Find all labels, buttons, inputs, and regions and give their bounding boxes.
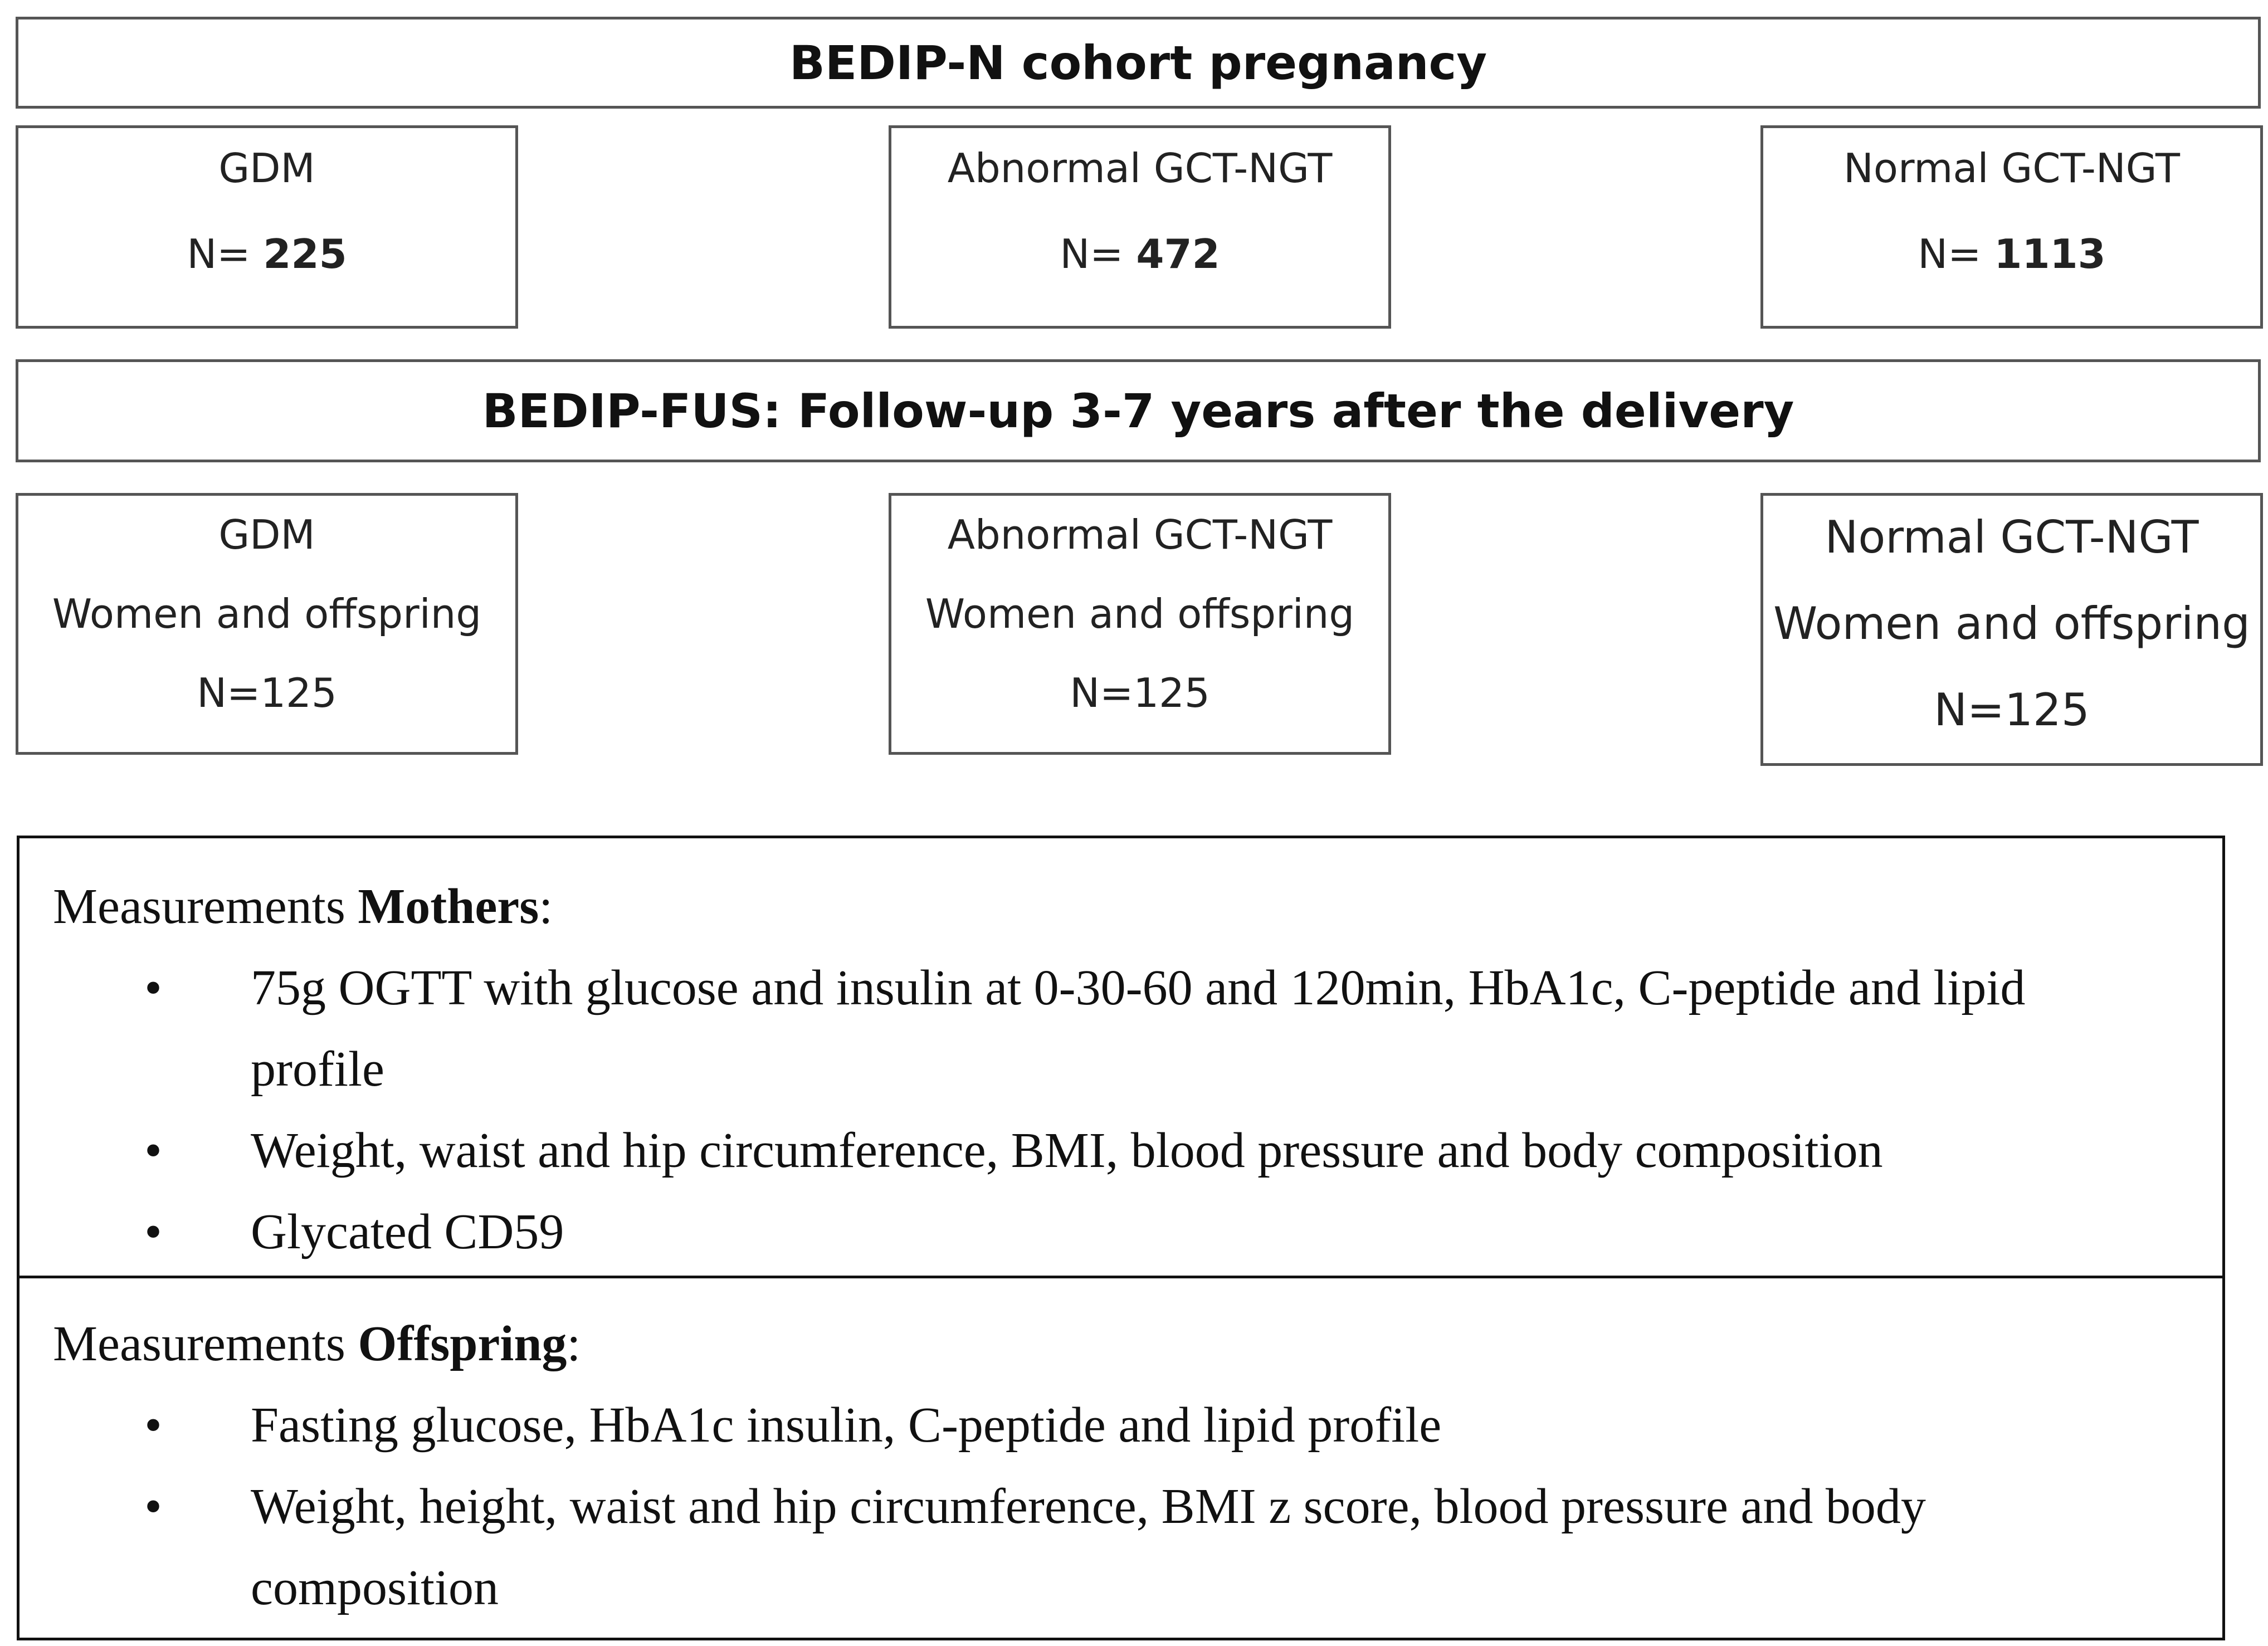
cohort-group-abnormal-gct-ngt <box>889 125 1391 329</box>
cohort-group-count: N= 225 <box>187 231 347 277</box>
bullet-icon: • <box>144 1479 162 1534</box>
followup-group-subtitle: Women and offspring <box>52 590 482 637</box>
measurements-offspring-list <box>53 1385 2222 1629</box>
followup-group-gdm <box>16 493 518 755</box>
cohort-group-name: GDM <box>218 145 315 192</box>
cohort-title: BEDIP-N cohort pregnancy <box>789 35 1487 90</box>
measurements-mothers-list <box>53 947 2222 1273</box>
measurements-offspring-heading: Measurements Offspring: <box>53 1316 581 1371</box>
list-item: • Glycated CD59 <box>53 1191 2222 1273</box>
measurements-mothers <box>19 838 2222 1276</box>
measurements-box <box>17 836 2225 1640</box>
list-item: • Weight, waist and hip circumference, BMI, blood pressure and body composition <box>53 1110 2222 1191</box>
cohort-group-normal-gct-ngt <box>1760 125 2263 329</box>
cohort-group-count-value: 1113 <box>1994 231 2106 277</box>
followup-group-subtitle: Women and offspring <box>925 590 1355 637</box>
bullet-icon: • <box>144 960 162 1015</box>
followup-group-count: N=125 <box>1070 670 1210 716</box>
followup-title-box <box>16 359 2261 462</box>
cohort-group-count: N= 1113 <box>1918 231 2106 277</box>
bullet-icon: • <box>144 1204 162 1259</box>
followup-group-abnormal-gct-ngt <box>889 493 1391 755</box>
cohort-title-box <box>16 17 2261 109</box>
list-item: • 75g OGTT with glucose and insulin at 0-30-60 and 120min, HbA1c, C-peptide and lipid profile <box>53 947 2222 1110</box>
list-item: • Fasting glucose, HbA1c insulin, C-peptide and lipid profile <box>53 1385 2222 1466</box>
measurements-mothers-subject: Mothers <box>358 879 539 934</box>
cohort-group-count: N= 472 <box>1060 231 1220 277</box>
list-item: • Weight, height, waist and hip circumference, BMI z score, blood pressure and body composition <box>53 1466 2222 1629</box>
measurements-mothers-heading: Measurements Mothers: <box>53 879 553 934</box>
followup-group-subtitle: Women and offspring <box>1773 598 2250 649</box>
bullet-icon: • <box>144 1123 162 1178</box>
cohort-group-name: Normal GCT-NGT <box>1843 145 2180 192</box>
followup-title: BEDIP-FUS: Follow-up 3-7 years after the delivery <box>482 383 1794 438</box>
cohort-group-gdm <box>16 125 518 329</box>
followup-group-normal-gct-ngt <box>1760 493 2263 766</box>
followup-group-name: Normal GCT-NGT <box>1825 511 2199 563</box>
followup-group-count: N=125 <box>1934 684 2090 736</box>
followup-group-name: Abnormal GCT-NGT <box>947 511 1333 558</box>
followup-group-name: GDM <box>218 511 315 558</box>
cohort-group-name: Abnormal GCT-NGT <box>947 145 1333 192</box>
cohort-group-count-value: 472 <box>1136 231 1220 277</box>
measurements-offspring-subject: Offspring <box>358 1316 567 1371</box>
measurements-offspring <box>19 1276 2222 1629</box>
bullet-icon: • <box>144 1398 162 1453</box>
followup-group-count: N=125 <box>197 670 337 716</box>
cohort-group-count-value: 225 <box>263 231 347 277</box>
